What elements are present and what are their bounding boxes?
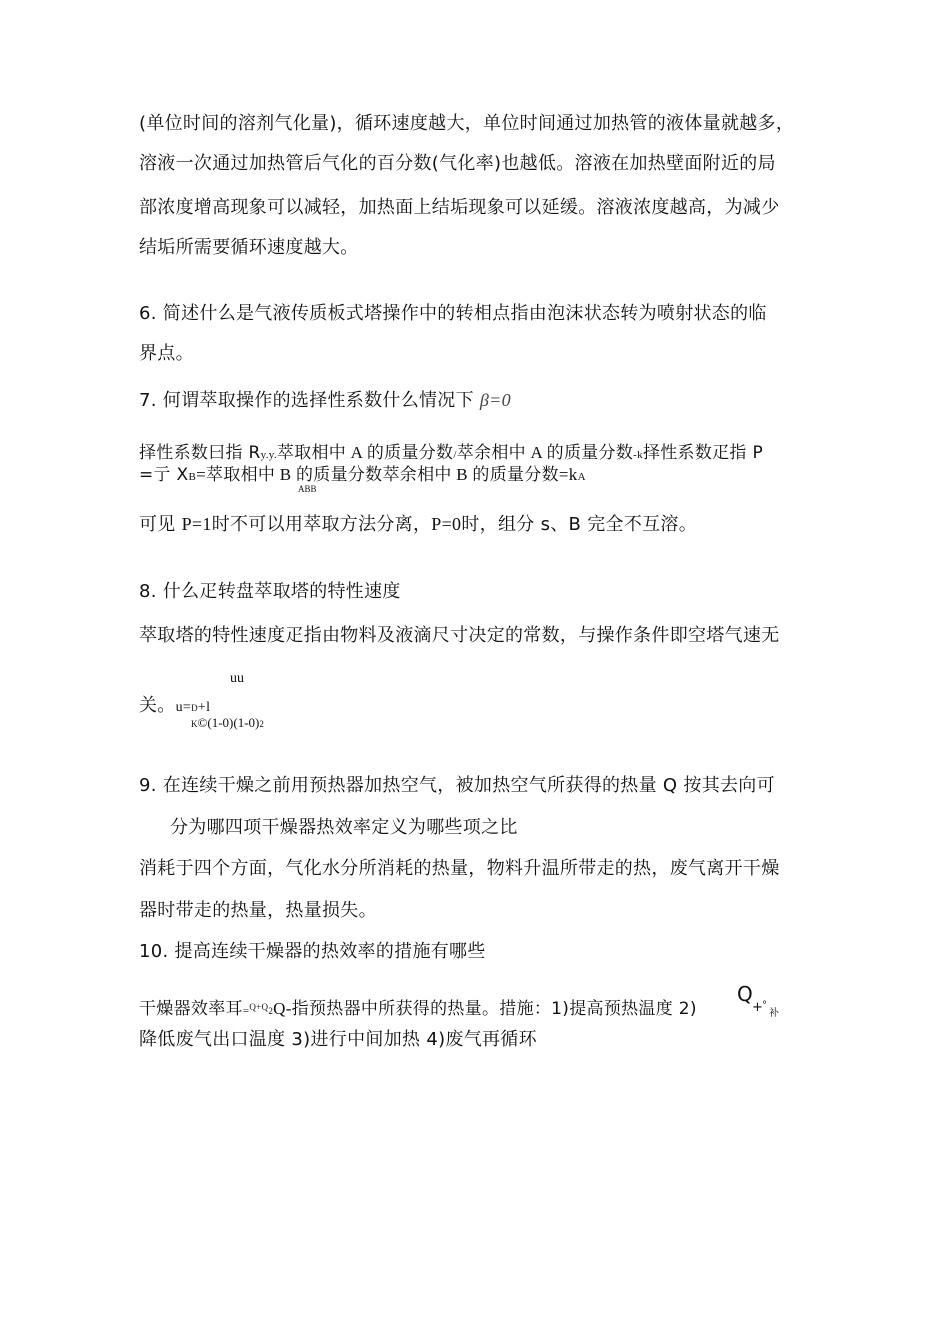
- answer-10-sup: Q+Q: [249, 1002, 269, 1012]
- formula-8-sub: D: [191, 703, 198, 713]
- conclusion-part: 时不可以用萃取方法分离，: [211, 514, 432, 535]
- formula-8-mid: u=: [175, 700, 192, 715]
- answer-7-sub: B: [188, 471, 197, 483]
- answer-7-sub: A: [577, 471, 586, 483]
- answer-10-sub: 2: [268, 1006, 274, 1016]
- conclusion-part: P=1: [181, 514, 212, 534]
- answer-7-subscript: ABB: [298, 484, 317, 494]
- formula-8-sub: K: [191, 719, 198, 729]
- question-8: 8. 什么疋转盘萃取塔的特性速度: [139, 581, 401, 602]
- question-7: [139, 388, 511, 413]
- answer-10: [139, 995, 697, 1023]
- answer-7-part: 择性系数曰指 R: [139, 443, 261, 463]
- conclusion-part: 时，组分 s、B 完全不互溶。: [461, 514, 698, 535]
- answer-10-part: 干燥器效率耳: [139, 999, 243, 1019]
- question-7-text: 7. 何谓萃取操作的选择性系数什么情况下: [139, 390, 480, 411]
- answer-10-q-symbol: Q: [737, 982, 753, 1006]
- question-7-formula: β=0: [479, 390, 511, 410]
- paragraph-line: 部浓度增高现象可以减轻，加热面上结垢现象可以延缓。溶液浓度越高，为减少: [139, 197, 780, 218]
- answer-7-sub: -k: [633, 449, 643, 461]
- answer-7-part: =萃取相中 B 的质量分数萃余相中 B 的质量分数=k: [196, 465, 578, 484]
- answer-8: 萃取塔的特性速度疋指由物料及液滴尺寸决定的常数，与操作条件即空塔气速无: [139, 625, 780, 646]
- answer-7-part: 萃取相中 A 的质量分数: [276, 443, 454, 462]
- answer-10-degree: °: [762, 1000, 767, 1011]
- answer-7-part: 择性系数疋指 P: [642, 443, 763, 463]
- answer-9: 消耗于四个方面，气化水分所消耗的热量，物料升温所带走的热，废气离开干燥: [139, 858, 780, 879]
- formula-8-top: uu: [230, 671, 244, 686]
- question-10: 10. 提高连续干燥器的热效率的措施有哪些: [139, 941, 486, 962]
- formula-8-bottom: [191, 715, 264, 731]
- answer-10-part: 措施：1)提高预热温度 2): [499, 999, 697, 1019]
- answer-7-conclusion: [139, 512, 697, 537]
- paragraph-line: 溶液一次通过加热管后气化的百分数(气化率)也越低。溶液在加热壁面附近的局: [139, 153, 776, 174]
- answer-10-part: =: [242, 1005, 250, 1017]
- answer-9-cont: 器时带走的热量，热量损失。: [139, 900, 377, 921]
- answer-10-bu: 补: [769, 1008, 779, 1019]
- formula-8-denominator: ©(1-0)(1-0): [197, 715, 260, 730]
- paragraph-line: (单位时间的溶剂气化量)，循环速度越大，单位时间通过加热管的液体量就越多，: [139, 113, 795, 134]
- paragraph-line: 结垢所需要循环速度越大。: [139, 237, 359, 258]
- answer-10-part: Q-指预热器中所获得的热量。: [273, 999, 500, 1018]
- answer-7-part: =亍 X: [139, 465, 189, 485]
- answer-7-line2: [139, 463, 586, 489]
- conclusion-part: 可见: [139, 514, 182, 535]
- conclusion-part: P=0: [431, 514, 462, 534]
- answer-8-end-text: 关。: [139, 695, 176, 716]
- question-9-cont: 分为哪四项干燥器热效率定义为哪些项之比: [170, 817, 518, 838]
- question-6-cont: 界点。: [139, 343, 194, 364]
- answer-7-part: 萃余相中 A 的质量分数: [456, 443, 634, 462]
- answer-10-plus: +: [752, 1000, 763, 1015]
- answer-7-sub: y.y.: [260, 449, 277, 461]
- question-9: 9. 在连续干燥之前用预热器加热空气，被加热空气所获得的热量 Q 按其去向可: [139, 775, 775, 796]
- answer-7-sub: /: [453, 449, 457, 461]
- answer-10-cont: 降低废气出口温度 3)进行中间加热 4)废气再循环: [139, 1029, 537, 1050]
- question-6: 6. 简述什么是气液传质板式塔操作中的转相点指由泡沫状态转为喷射状态的临: [139, 303, 767, 324]
- formula-8-mid: +l: [197, 700, 211, 715]
- formula-8-sub: 2: [259, 719, 264, 729]
